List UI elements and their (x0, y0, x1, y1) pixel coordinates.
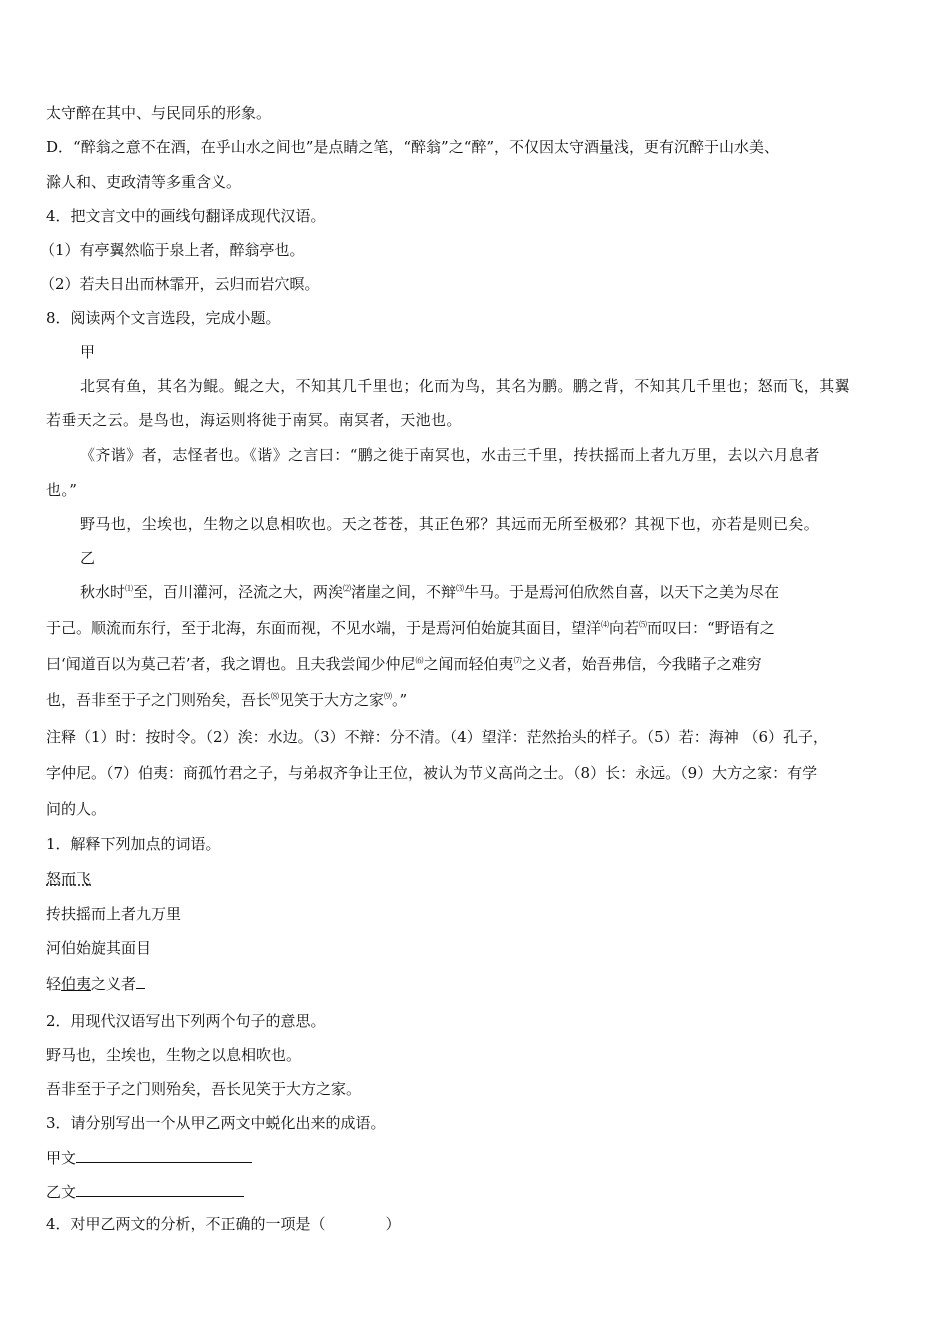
footnote-marker: ⑹ (415, 656, 424, 665)
answer-blank[interactable] (76, 1147, 252, 1163)
passage-jia-line: 也。” (46, 481, 78, 499)
passage-jia-line: 北冥有鱼，其名为鲲。鲲之大，不知其几千里也；化而为鸟，其名为鹏。鹏之背，不知其几千里也；怒而飞，其翼 (80, 377, 851, 395)
option-c-tail: 太守醉在其中、与民同乐的形象。 (46, 104, 272, 122)
footnote-marker: ⑺ (513, 656, 522, 665)
word-item: 抟扶摇而上者九万里 (46, 905, 182, 923)
option-d-tail: 滁人和、吏政清等多重含义。 (46, 173, 242, 191)
passage-yi-line: 秋水时⑴至，百川灌河，泾流之大，两涘⑵渚崖之间，不辩⑶牛马。于是焉河伯欣然自喜，以天下之美为尽在 (80, 583, 780, 601)
word-item: 怒而飞 (46, 870, 92, 888)
annotations: 问的人。 (46, 800, 107, 818)
answer-row-yi: 乙文 (46, 1181, 244, 1202)
subquestion-4-heading: 4．对甲乙两文的分析，不正确的一项是（ ） (46, 1215, 401, 1233)
footnote-marker: ⑸ (639, 620, 648, 629)
answer-blank[interactable] (76, 1181, 244, 1197)
passage-jia-line: 野马也，尘埃也，生物之以息相吹也。天之苍苍，其正色邪？其远而无所至极邪？其视下也，亦若是则已矣。 (80, 515, 820, 533)
question-4-heading: 4．把文言文中的画线句翻译成现代汉语。 (46, 207, 326, 225)
footnote-marker: ⑼ (384, 692, 393, 701)
footnote-marker: ⑴ (125, 584, 134, 593)
question-8-heading: 8．阅读两个文言选段，完成小题。 (46, 309, 281, 327)
subquestion-2-heading: 2．用现代汉语写出下列两个句子的意思。 (46, 1012, 326, 1030)
answer-blank[interactable] (136, 973, 145, 989)
answer-row-jia: 甲文 (46, 1147, 252, 1168)
annotations: 注释（1）时：按时令。（2）涘：水边。（3）不辩：分不清。（4）望洋：茫然抬头的样子。（5）若：海神 （6）孔子， (46, 728, 829, 746)
passage-jia-label: 甲 (80, 343, 96, 361)
word-item: 轻伯夷之义者 (46, 973, 145, 994)
subquestion-1-heading: 1．解释下列加点的词语。 (46, 835, 221, 853)
footnote-marker: ⑻ (271, 692, 280, 701)
passage-yi-line: 也，吾非至于子之门则殆矣，吾长⑻见笑于大方之家⑼。” (46, 691, 408, 709)
footnote-marker: ⑶ (456, 584, 465, 593)
passage-jia-line: 《齐谐》者，志怪者也。《谐》之言曰：“鹏之徙于南冥也，水击三千里，抟扶摇而上者九万里，去以六月息者 (80, 446, 820, 464)
annotations: 字仲尼。（7）伯夷：商孤竹君之子，与弟叔齐争让王位，被认为节义高尚之士。（8）长：永远。（9）大方之家：有学 (46, 764, 818, 782)
passage-yi-label: 乙 (80, 549, 96, 567)
passage-jia-line: 若垂天之云。是鸟也，海运则将徙于南冥。南冥者，天池也。 (46, 411, 462, 429)
question-4-item-2: （2）若夫日出而林霏开，云归而岩穴暝。 (40, 275, 320, 293)
subquestion-3-heading: 3．请分别写出一个从甲乙两文中蜕化出来的成语。 (46, 1114, 386, 1132)
passage-yi-line: 曰‘闻道百以为莫己若’者，我之谓也。且夫我尝闻少仲尼⑹之闻而轻伯夷⑺之义者，始吾弗信，今我睹子之难穷 (46, 655, 762, 673)
question-4-item-1: （1）有亭翼然临于泉上者，醉翁亭也。 (40, 241, 305, 259)
sentence-item: 野马也，尘埃也，生物之以息相吹也。 (46, 1046, 302, 1064)
sentence-item: 吾非至于子之门则殆矣，吾长见笑于大方之家。 (46, 1080, 362, 1098)
footnote-marker: ⑵ (343, 584, 352, 593)
footnote-marker: ⑷ (601, 620, 610, 629)
word-item: 河伯始旋其面目 (46, 939, 152, 957)
passage-yi-line: 于己。顺流而东行，至于北海，东面而视，不见水端，于是焉河伯始旋其面目，望洋⑷向若⑸而叹曰：“野语有之 (46, 619, 775, 637)
option-d: D．“醉翁之意不在酒，在乎山水之间也”是点睛之笔，“醉翁”之“醉”，不仅因太守酒量浅，更有沉醉于山水美、 (46, 138, 780, 156)
